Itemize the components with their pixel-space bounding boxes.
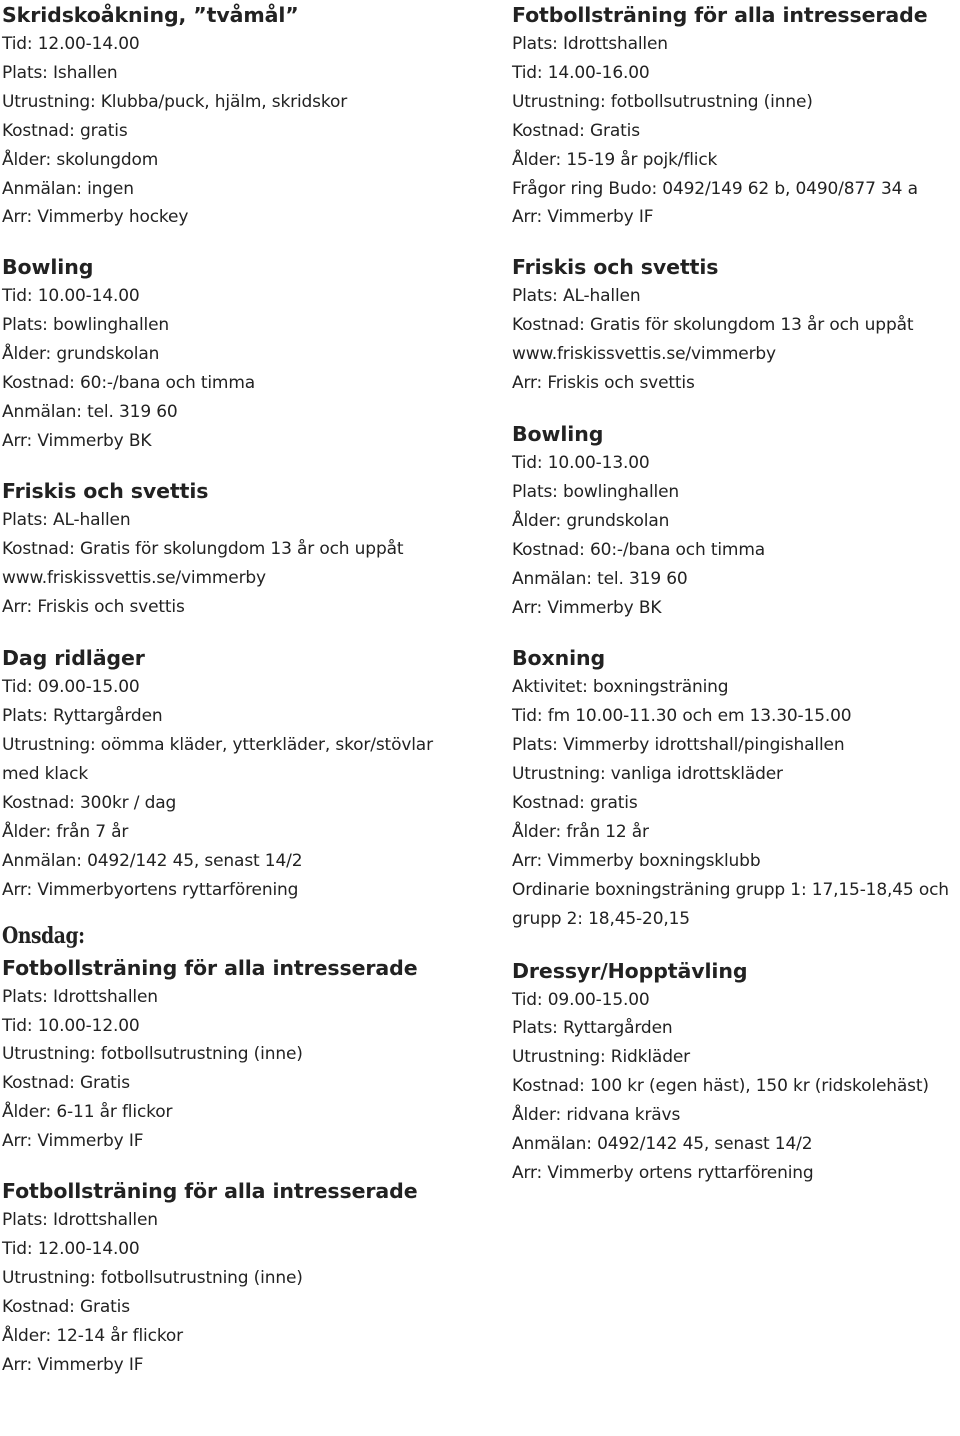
event-detail-line: Kostnad: 60:-/bana och timma — [2, 373, 256, 394]
event-detail-line: Tid: 10.00-12.00 — [2, 1015, 140, 1036]
event-detail-line: Arr: Vimmerby IF — [2, 1354, 144, 1375]
event-detail-line: Utrustning: Klubba/puck, hjälm, skridskor — [2, 91, 348, 112]
event-detail-line: Kostnad: 100 kr (egen häst), 150 kr (ridskolehäst) — [512, 1076, 929, 1097]
event-detail-line: Arr: Vimmerby ortens ryttarförening — [512, 1163, 814, 1183]
event-title: Fotbollsträning för alla intresserade — [2, 955, 418, 980]
left-events — [2, 0, 502, 905]
left-column — [2, 0, 502, 1380]
event-detail-line: Plats: bowlinghallen — [512, 481, 680, 502]
event-title: Dressyr/Hopptävling — [512, 958, 748, 983]
event-detail-line: grupp 2: 18,45-20,15 — [512, 908, 690, 929]
left-events-wednesday — [2, 953, 502, 1380]
event-detail-line: Utrustning: fotbollsutrustning (inne) — [2, 1267, 303, 1288]
event-detail-line: Plats: Ryttargården — [2, 706, 163, 727]
event-title: Bowling — [2, 255, 94, 280]
event-title: Fotbollsträning för alla intresserade — [2, 1179, 418, 1204]
event-title: Friskis och svettis — [512, 255, 719, 280]
event-detail-line: Arr: Vimmerby IF — [512, 207, 654, 228]
event-detail-line: Plats: bowlinghallen — [2, 315, 170, 336]
event-detail-line: Utrustning: vanliga idrottskläder — [512, 764, 783, 785]
event-detail-line: Ålder: skolungdom — [2, 149, 159, 170]
event-detail-line: Arr: Friskis och svettis — [2, 596, 185, 617]
event-block — [512, 419, 960, 622]
event-detail-line: Anmälan: tel. 319 60 — [512, 568, 688, 589]
event-detail-line: Aktivitet: boxningsträning — [512, 677, 729, 698]
event-detail-line: Kostnad: gratis — [2, 120, 128, 141]
event-detail-line: Ålder: grundskolan — [512, 510, 670, 531]
event-block — [2, 953, 502, 1156]
event-detail-line: Ålder: 12-14 år flickor — [2, 1325, 183, 1346]
event-detail-line: Anmälan: tel. 319 60 — [2, 401, 178, 422]
event-detail-line: Tid: 10.00-14.00 — [2, 286, 140, 307]
event-detail-line: Plats: Idrottshallen — [512, 34, 668, 54]
event-title: Dag ridläger — [2, 646, 145, 671]
event-detail-line: Plats: Ishallen — [2, 62, 118, 83]
event-detail-line: Arr: Vimmerby IF — [2, 1131, 144, 1152]
event-detail-line: Ålder: 6-11 år flickor — [2, 1102, 173, 1123]
event-detail-line: Utrustning: oömma kläder, ytterkläder, skor/stövlar — [2, 735, 433, 756]
event-detail-line: Kostnad: gratis — [512, 793, 638, 814]
event-detail-line: Arr: Friskis och svettis — [512, 373, 695, 394]
event-title: Boxning — [512, 646, 606, 671]
event-detail-line: Arr: Vimmerbyortens ryttarförening — [2, 879, 299, 900]
event-detail-line: Arr: Vimmerby hockey — [2, 207, 189, 228]
event-detail-line: Utrustning: fotbollsutrustning (inne) — [2, 1044, 303, 1065]
event-block — [2, 643, 502, 904]
event-block — [2, 252, 502, 455]
right-column — [512, 0, 960, 1188]
event-detail-line: Ordinarie boxningsträning grupp 1: 17,15-18,45 och — [512, 879, 949, 900]
event-detail-line: Kostnad: 300kr / dag — [2, 793, 177, 814]
event-block — [512, 956, 960, 1188]
event-detail-line: Ålder: från 7 år — [2, 821, 129, 842]
event-detail-line: Ålder: 15-19 år pojk/flick — [512, 149, 718, 170]
event-detail-line: Arr: Vimmerby BK — [512, 597, 662, 618]
event-detail-line: Plats: Idrottshallen — [2, 986, 158, 1007]
event-block — [512, 252, 960, 398]
event-detail-line: Tid: 14.00-16.00 — [512, 62, 650, 83]
event-detail-line: Ålder: från 12 år — [512, 821, 649, 842]
event-detail-line: www.friskissvettis.se/vimmerby — [512, 344, 776, 365]
event-detail-line: www.friskissvettis.se/vimmerby — [2, 567, 266, 588]
event-detail-line: Arr: Vimmerby BK — [2, 430, 152, 451]
event-detail-line: Anmälan: 0492/142 45, senast 14/2 — [512, 1134, 813, 1155]
event-title: Fotbollsträning för alla intresserade — [512, 3, 928, 27]
event-detail-line: Anmälan: ingen — [2, 178, 134, 199]
event-detail-line: Utrustning: Ridkläder — [512, 1047, 690, 1068]
event-block — [2, 476, 502, 622]
event-detail-line: Kostnad: Gratis för skolungdom 13 år och uppåt — [512, 315, 914, 336]
event-detail-line: Anmälan: 0492/142 45, senast 14/2 — [2, 850, 303, 871]
event-detail-line: Tid: 12.00-14.00 — [2, 1239, 140, 1259]
event-detail-line: Plats: Ryttargården — [512, 1018, 673, 1039]
event-detail-line: Ålder: ridvana krävs — [512, 1105, 681, 1126]
event-block — [2, 1176, 502, 1379]
event-detail-line: Plats: AL-hallen — [2, 509, 131, 530]
event-title: Friskis och svettis — [2, 478, 209, 503]
event-detail-line: Plats: Vimmerby idrottshall/pingishallen — [512, 735, 845, 756]
event-detail-line: Tid: fm 10.00-11.30 och em 13.30-15.00 — [512, 706, 852, 727]
event-detail-line: Utrustning: fotbollsutrustning (inne) — [512, 91, 813, 112]
event-block — [512, 643, 960, 933]
event-detail-line: Tid: 10.00-13.00 — [512, 452, 650, 473]
event-detail-line: Tid: 09.00-15.00 — [512, 989, 650, 1010]
event-detail-line: Arr: Vimmerby boxningsklubb — [512, 850, 761, 871]
event-detail-line: Tid: 12.00-14.00 — [2, 34, 140, 54]
right-events — [512, 0, 960, 1188]
event-detail-line: Kostnad: 60:-/bana och timma — [512, 539, 766, 560]
event-block — [512, 0, 960, 232]
event-title: Skridskoåkning, ”tvåmål” — [2, 3, 299, 27]
event-block — [2, 0, 502, 232]
event-detail-line: Ålder: grundskolan — [2, 344, 160, 365]
event-title: Bowling — [512, 421, 604, 446]
event-detail-line: Kostnad: Gratis för skolungdom 13 år och uppåt — [2, 538, 404, 559]
event-detail-line: Kostnad: Gratis — [2, 1073, 130, 1094]
event-detail-line: med klack — [2, 764, 89, 785]
event-detail-line: Plats: Idrottshallen — [2, 1210, 158, 1231]
event-detail-line: Kostnad: Gratis — [512, 120, 640, 141]
event-detail-line: Tid: 09.00-15.00 — [2, 677, 140, 698]
day-heading-onsdag: Onsdag: — [2, 922, 85, 949]
event-detail-line: Frågor ring Budo: 0492/149 62 b, 0490/877 34 a — [512, 178, 918, 199]
event-detail-line: Plats: AL-hallen — [512, 286, 641, 307]
event-detail-line: Kostnad: Gratis — [2, 1296, 130, 1317]
